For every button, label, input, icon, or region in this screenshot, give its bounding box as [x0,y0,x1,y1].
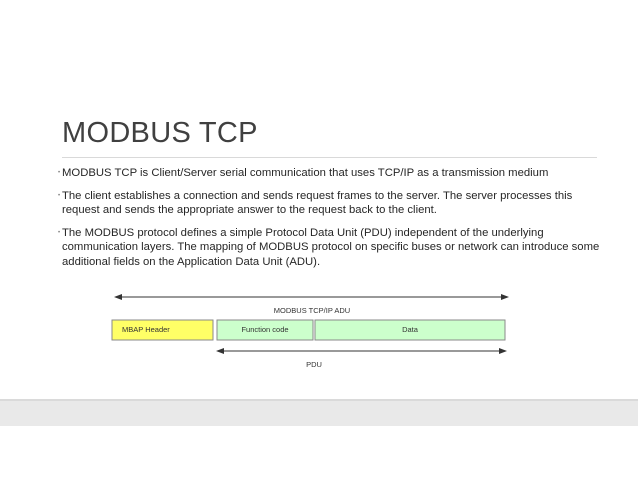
adu-span-arrow [114,294,509,300]
footer-band-edge [0,399,638,401]
mbap-header-label: MBAP Header [122,325,170,334]
pdu-label: PDU [306,360,322,369]
bullet-text: The MODBUS protocol defines a simple Protocol Data Unit (PDU) independent of the underlying communication layers. The mapping of MODBUS protocol on specific buses or network can introduce some additional fields on the Application Data Unit (ADU). [62,226,600,268]
bullet-dot-icon: • [58,229,61,236]
data-label: Data [402,325,418,334]
bullet-dot-icon: • [58,192,61,199]
slide-title: MODBUS TCP [62,117,258,149]
bullet-text: The client establishes a connection and sends request frames to the server. The server processes this request and sends the appropriate answer to the request back to the client. [62,189,573,216]
footer-band [0,399,638,426]
function-code-label: Function code [241,325,289,334]
adu-label: MODBUS TCP/IP ADU [273,306,351,315]
bullet-text: MODBUS TCP is Client/Server serial communication that uses TCP/IP as a transmission medium [62,167,549,179]
pdu-span-arrow [216,348,507,354]
bullet-dot-icon: • [58,170,61,176]
